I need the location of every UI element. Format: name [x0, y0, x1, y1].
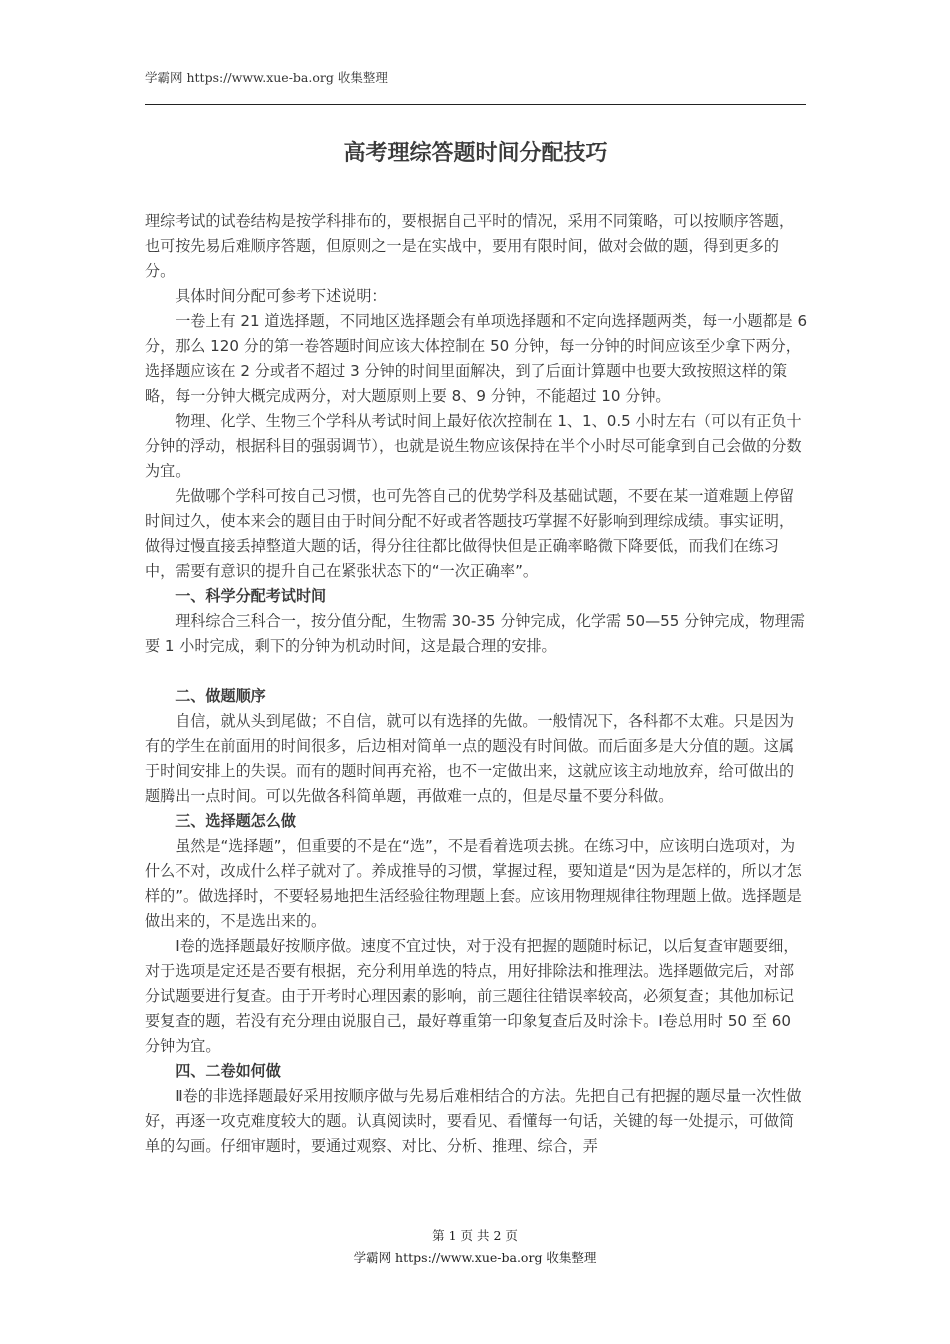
paragraph: 自信，就从头到尾做；不自信，就可以有选择的先做。一般情况下，各科都不太难。只是因为有的学生在前面用的时间很多，后边相对简单一点的题没有时间做。而后面多是大分值的题。这属于时间安排上的失误。而有的题时间再充裕，也不一定做出来，这就应该主动地放弃，给可做出的题腾出一点时间。可以先做各科简单题，再做难一点的，但是尽量不要分科做。 — [145, 712, 795, 805]
page-number: 第 1 页 共 2 页 — [432, 1228, 518, 1243]
paragraph: 理科综合三科合一，按分值分配，生物需 30-35 分钟完成，化学需 50—55 分钟完成，物理需要 1 小时完成，剩下的分钟为机动时间，这是最合理的安排。 — [145, 612, 805, 655]
paragraph: Ⅱ卷的非选择题最好采用按顺序做与先易后难相结合的方法。先把自己有把握的题尽量一次性做好，再逐一攻克难度较大的题。认真阅读时，要看见、看懂每一句话，关键的每一处提示，可做简单的勾画。仔细审题时，要通过观察、对比、分析、推理、综合，弄 — [145, 1087, 802, 1155]
section-heading: 三、选择题怎么做 — [175, 812, 296, 830]
section-heading: 二、做题顺序 — [175, 687, 266, 705]
paragraph: 具体时间分配可参考下述说明： — [175, 287, 387, 305]
paragraph: 物理、化学、生物三个学科从考试时间上最好依次控制在 1、1、0.5 小时左右（可以有正负十分钟的浮动，根据科目的强弱调节），也就是说生物应该保持在半个小时尽可能拿到自己会做的分数为宜。 — [145, 412, 802, 480]
document-body — [145, 209, 808, 1159]
header-divider — [145, 104, 806, 105]
document-title: 高考理综答题时间分配技巧 — [343, 141, 608, 166]
section-heading: 四、二卷如何做 — [175, 1062, 281, 1080]
intro-paragraph: 理综考试的试卷结构是按学科排布的，要根据自己平时的情况，采用不同策略，可以按顺序答题，也可按先易后难顺序答题，但原则之一是在实战中，要用有限时间，做对会做的题，得到更多的分。 — [145, 212, 795, 280]
paragraph: 虽然是“选择题”，但重要的不是在“选”，不是看着选项去挑。在练习中，应该明白选项对，为什么不对，改成什么样子就对了。养成推导的习惯，掌握过程，要知道是“因为是怎样的，所以才怎样的”。做选择时，不要轻易地把生活经验往物理题上套。应该用物理规律往物理题上做。选择题是做出来的，不是选出来的。 — [145, 837, 802, 930]
paragraph: Ⅰ卷的选择题最好按顺序做。速度不宜过快，对于没有把握的题随时标记，以后复查审题要细，对于选项是定还是否要有根据，充分利用单选的特点，用好排除法和推理法。选择题做完后，对部分试题要进行复查。由于开考时心理因素的影响，前三题往往错误率较高，必须复查；其他加标记要复查的题，若没有充分理由说服自己，最好尊重第一印象复查后及时涂卡。Ⅰ卷总用时 50 至 60 分钟为宜。 — [145, 937, 799, 1055]
page-header: 学霸网 https://www.xue-ba.org 收集整理 — [145, 70, 388, 85]
section-heading: 一、科学分配考试时间 — [175, 587, 327, 605]
page-footer: 学霸网 https://www.xue-ba.org 收集整理 — [353, 1250, 597, 1265]
paragraph: 先做哪个学科可按自己习惯，也可先答自己的优势学科及基础试题，不要在某一道难题上停留时间过久，使本来会的题目由于时间分配不好或者答题技巧掌握不好影响到理综成绩。事实证明，做得过慢直接丢掉整道大题的话，得分往往都比做得快但是正确率略微下降要低，而我们在练习中，需要有意识的提升自己在紧张状态下的“一次正确率”。 — [145, 487, 795, 580]
blank-line — [145, 659, 808, 684]
paragraph: 一卷上有 21 道选择题，不同地区选择题会有单项选择题和不定向选择题两类，每一小题都是 6 分，那么 120 分的第一卷答题时间应该大体控制在 50 分钟，每一分钟的时间应该至少拿下两分，选择题应该在 2 分或者不超过 3 分钟的时间里面解决，到了后面计算题中也要大致按照这样的策略，每一分钟大概完成两分，对大题原则上要 8、9 分钟，不能超过 10 分钟。 — [145, 312, 808, 405]
